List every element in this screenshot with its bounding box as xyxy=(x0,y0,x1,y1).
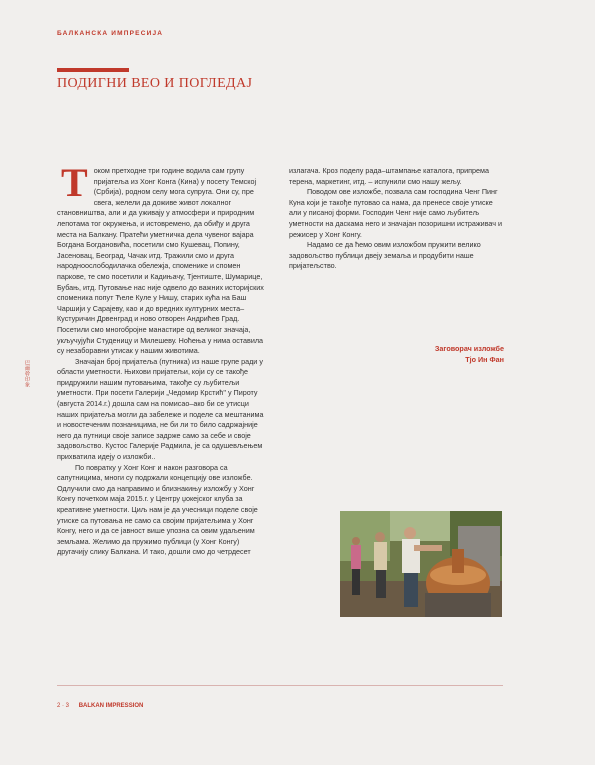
article-column-right xyxy=(289,166,504,272)
distillery-photo xyxy=(340,511,502,617)
page-numbers: 2 · 3 xyxy=(57,703,70,709)
side-label: 巴爾幹印象 xyxy=(24,360,30,388)
article-column-left xyxy=(57,160,269,558)
drop-cap: Т xyxy=(61,160,88,205)
footer xyxy=(57,703,143,709)
section-header: БАЛКАНСКА ИМПРЕСИЈА xyxy=(57,30,164,37)
signature-role: Заговорач изложбе xyxy=(434,344,504,353)
page-title: ПОДИГНИ ВЕО И ПОГЛЕДАЈ xyxy=(57,76,253,91)
paragraph: По повратку у Хонг Конг и након разговора са сапутницима, многи су подржали концепцију ове изложбе. Одлучили смо да направимо и близнакињу изложбу у Хонг Конгу почетком маја 2015.г. у Центру џокејског клуба за креативне уметности. Циљ нам је да учесници поделе своје утиске са путовања не само са својим пријатељима у Хонг Конгу, него и да се јавност више упозна са овим удаљеним земљама. Желимо да пружимо публици (у Хонг Конгу) другачију слику Балкана. И тако, дошли смо до четрдесет xyxy=(57,462,258,557)
footer-divider xyxy=(57,685,503,686)
paragraph: оком претходне три године водила сам групу пријатеља из Хонг Конга (Кина) у посету Темској (Србија), родном селу мога супруга. Они су, пре свега, желели да доживе живот локалног становништва, али и да уживају у атмосфери и природним лепотама тог окружења, и истовремено, да обиђу и друга места на Балкану. Пратећи уметничка дела чувеног вајара Богдана Богдановића, посетили смо Кушевац, Попину, Јасеновац, Београд, Чачак итд. Тражили смо и друга народноослободилачка обележја, споменике и спомен паркове, те смо посетили и Кадињачу, Тјентиште, Шумарице, Бубањ, итд. Путовање нас није одвело до важних историјских споменика попут Ћеле Куле у Нишу, старих кућа на Баш Чаршији у Сарајеву, као и до вредних културних места–Кустуричин Дрвенград и ново отворен Андрићев Град. Посетили смо многобројне манастире од великог значаја, укључујући Студеницу и Милешеву. Ноћења у нима оставила су незаборавни утисак у нашим животима. xyxy=(57,166,264,356)
paragraph: Поводом ове изложбе, позвала сам господина Ченг Пинг Куна који је такође путовао са нама, да пренесе своје утиске али у писаној форми. Господин Ченг није само љубитељ уметности на даскама него и значајан позоришни истраживач и режисер у Хонг Конгу. xyxy=(289,187,503,239)
title-accent-bar xyxy=(57,68,129,72)
signature xyxy=(435,344,504,365)
signature-name: Тјо Ин Фан xyxy=(465,354,504,364)
paragraph: Значајан број пријатеља (путника) из наше групе ради у области уметности. Њихови пријатељи, који су се такође придружили нашим путовањима, такође су љубитељи уметности. При посети Галерији „Чедомир Крстић" у Пироту (августа 2014.г.) дошла сам на помисао–ако би се утисци наших пријатеља могли да забележе и поделе са мештанима и новостеченим познаницима, не би ли то било садржајније него да путници своје записе задрже само за себе и своје задовољство. Кустос Галерије Радмила, је са одушевљењем прихватила идеју о изложби.. xyxy=(57,356,264,462)
article-photo xyxy=(340,511,502,617)
paragraph: Надамо се да ћемо овим изложбом пружити велико задовољство публици двеју земаља и продубити наше пријатељство. xyxy=(289,240,481,271)
publication-title: BALKAN IMPRESSION xyxy=(78,703,144,709)
paragraph: излагача. Кроз поделу рада–штампање каталога, припрема терена, маркетинг, итд. – испунили смо нашу жељу. xyxy=(289,166,489,186)
